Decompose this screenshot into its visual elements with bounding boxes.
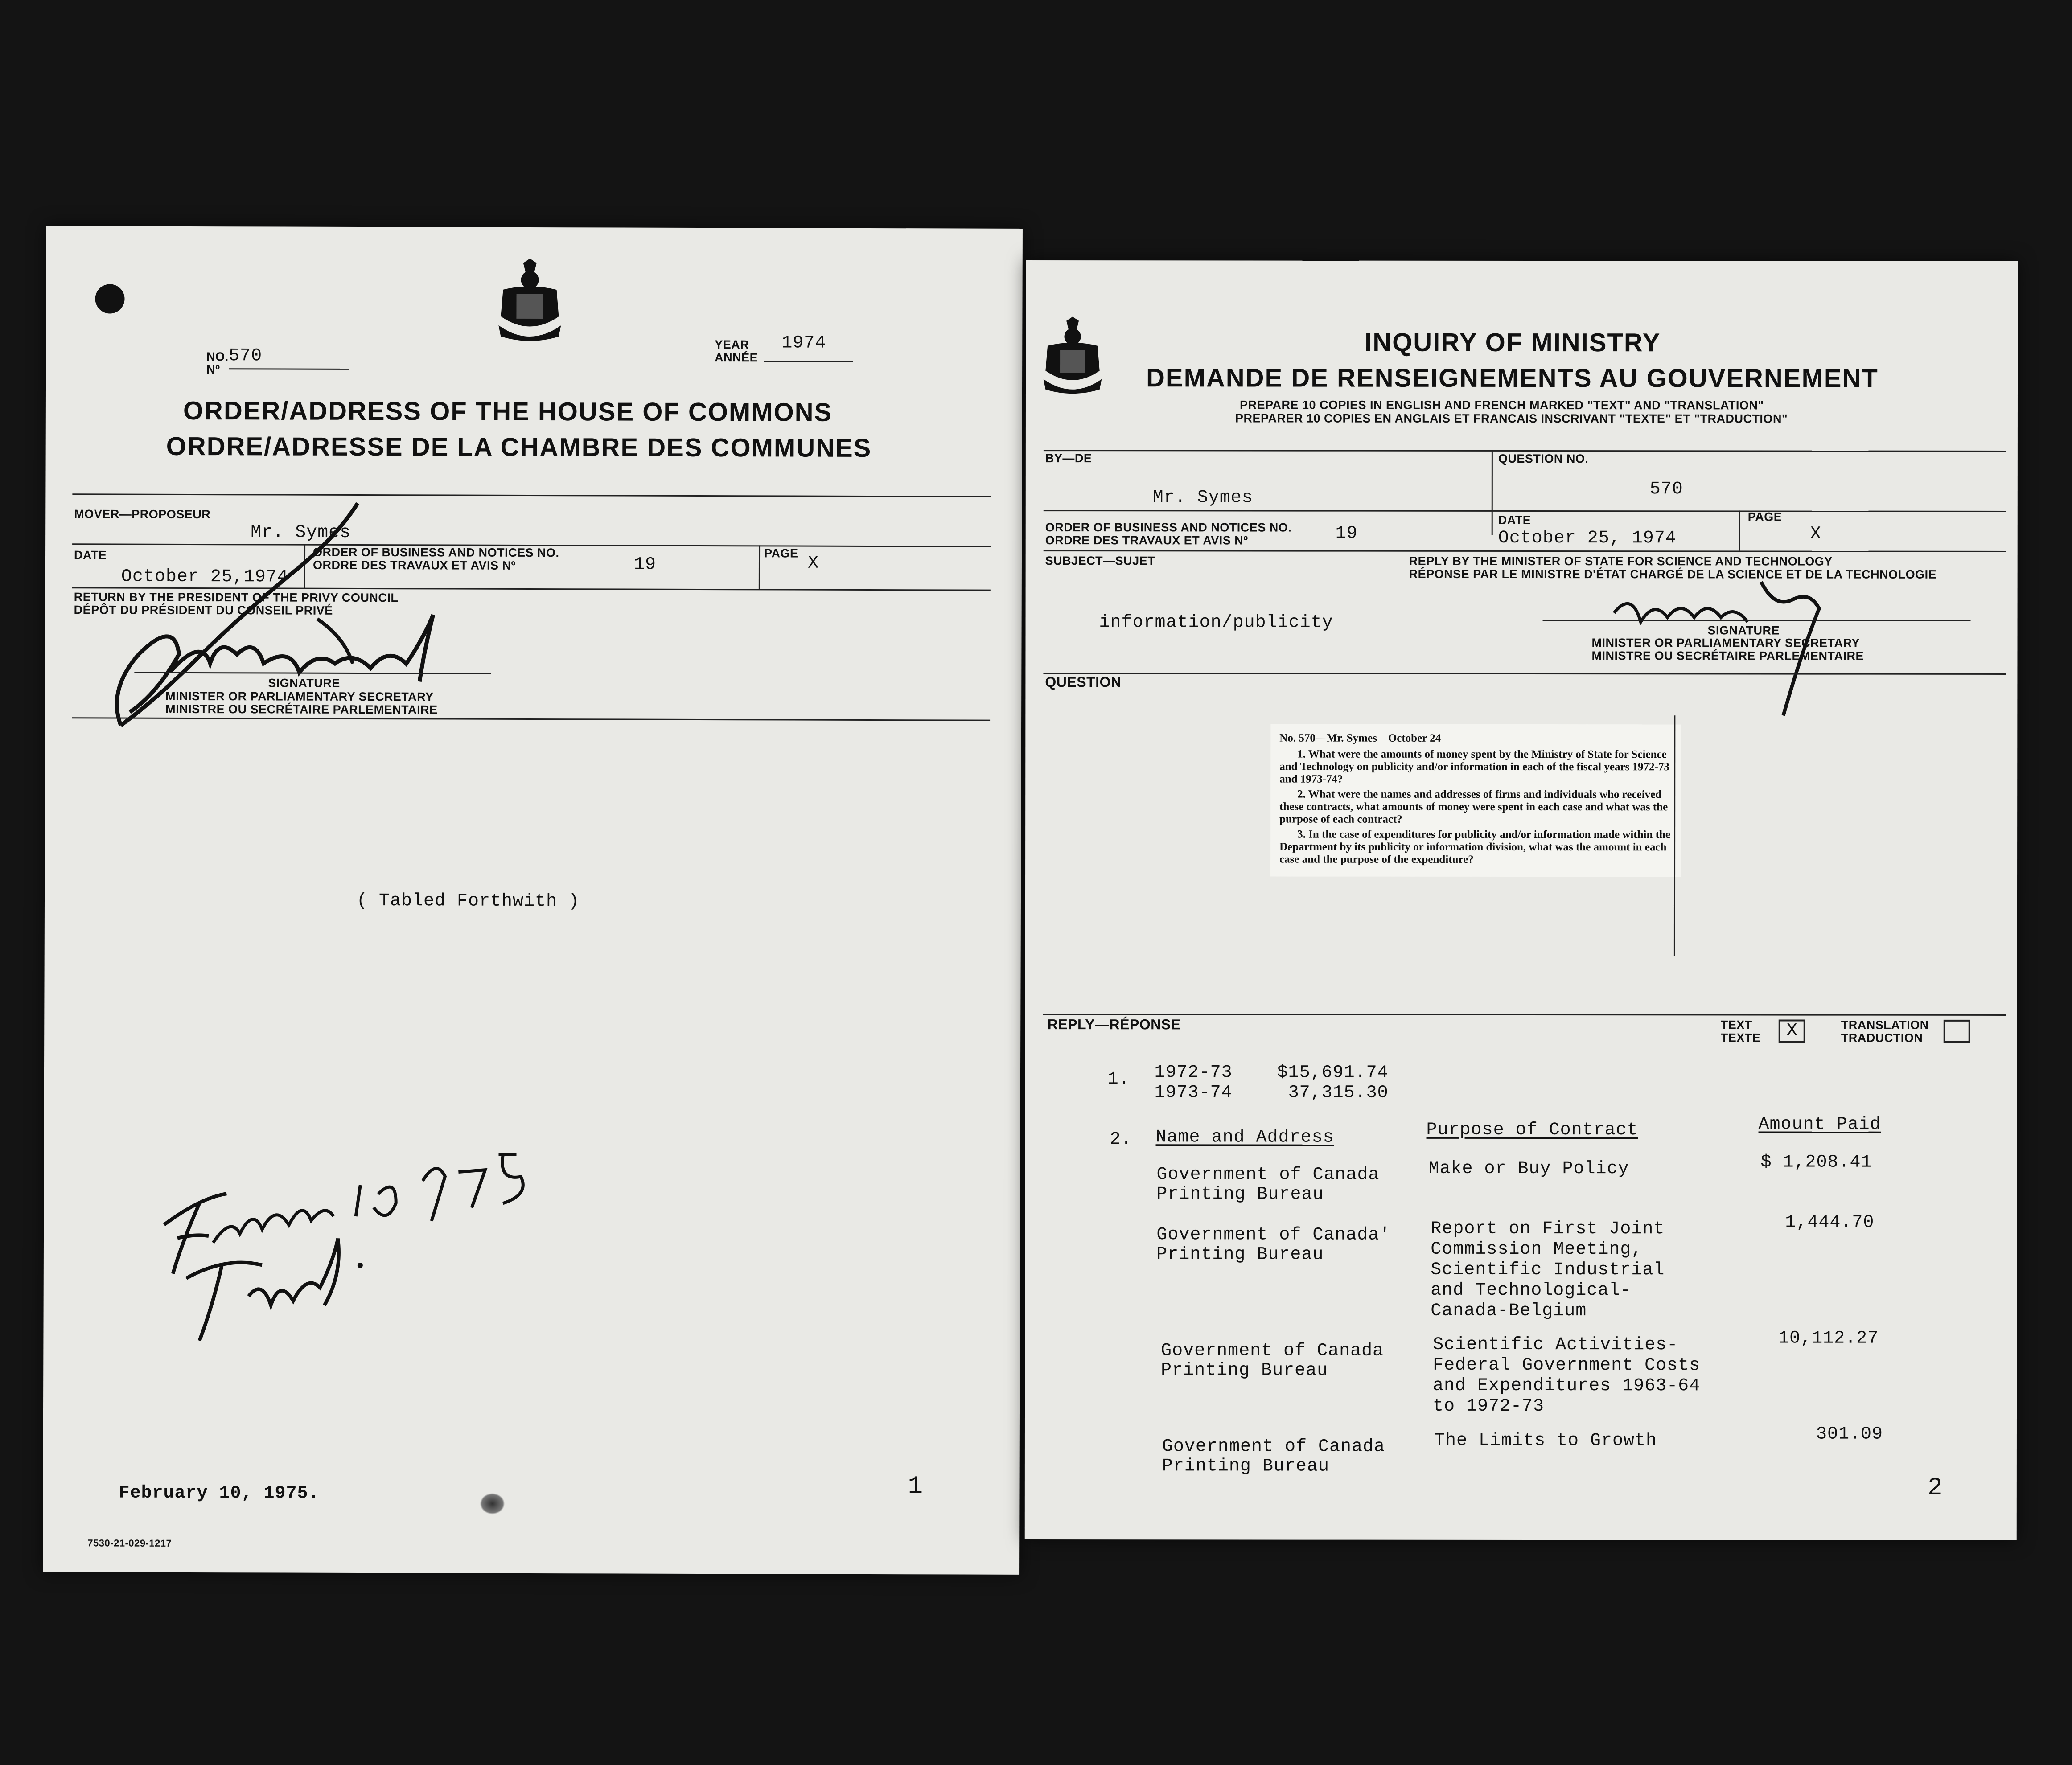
inquiry-of-ministry-page	[1025, 260, 2018, 1540]
subject-label: SUBJECT—SUJET	[1045, 554, 1155, 568]
order-value: 19	[1335, 523, 1358, 544]
instructions-en: PREPARE 10 COPIES IN ENGLISH AND FRENCH MARKED "TEXT" AND "TRANSLATION"	[1239, 398, 1764, 412]
coat-of-arms-icon	[1041, 316, 1104, 398]
by-label: BY—DE	[1045, 452, 1092, 465]
header-name-address: Name and Address	[1155, 1127, 1334, 1148]
table-row-1-name: Government of Canada Printing Bureau	[1156, 1165, 1380, 1205]
form-title-fr: ORDRE/ADRESSE DE LA CHAMBRE DES COMMUNES	[166, 431, 872, 463]
table-row-3-purpose: Scientific Activities- Federal Government Costs and Expenditures 1963-64 to 1972-73	[1432, 1334, 1701, 1417]
instructions-fr: PREPARER 10 COPIES EN ANGLAIS ET FRANCAIS INSCRIVANT "TEXTE" ET "TRADUCTION"	[1235, 411, 1788, 426]
order-address-page	[43, 226, 1023, 1575]
question-no-value: 570	[1649, 479, 1683, 500]
return-label: RETURN BY THE PRESIDENT OF THE PRIVY COUNCIL DÉPÔT DU PRÉSIDENT DU CONSEIL PRIVÉ	[74, 590, 399, 617]
translation-label: TRANSLATION TRADUCTION	[1841, 1018, 1929, 1045]
signature-label: SIGNATURE	[1707, 624, 1780, 637]
date-label: DATE	[74, 548, 107, 562]
answer-1-year-2: 1973-74	[1154, 1083, 1233, 1103]
date-label: DATE	[1498, 513, 1531, 527]
form-number: 7530-21-029-1217	[87, 1537, 172, 1549]
reply-label: REPLY—RÉPONSE	[1047, 1016, 1181, 1033]
answer-1-amount-1: $15,691.74	[1277, 1063, 1389, 1083]
table-row-4-amount: 301.09	[1816, 1424, 1883, 1445]
tabled-forthwith: ( Tabled Forthwith )	[356, 891, 580, 912]
table-row-1-amount: $ 1,208.41	[1760, 1152, 1872, 1173]
handwritten-date-annotation	[146, 1127, 548, 1388]
typed-date: February 10, 1975.	[119, 1483, 320, 1504]
answer-1-number: 1.	[1107, 1069, 1130, 1090]
table-row-2-name: Government of Canada' Printing Bureau	[1156, 1225, 1391, 1265]
clipping-question-2: 2. What were the names and addresses of firms and individuals who received these contracts, what amounts of money were spent in each case and what was the purpose of each contract?	[1279, 788, 1668, 825]
question-no-label: QUESTION NO.	[1498, 452, 1589, 466]
clipping-heading: No. 570—Mr. Symes—October 24	[1279, 732, 1441, 744]
signature-label: SIGNATURE	[268, 676, 340, 690]
clipping-question-3: 3. In the case of expenditures for publicity and/or information made within the Department by its publicity or information division, what was the amount in each case and the purpose of the expenditure?	[1279, 828, 1670, 866]
table-row-4-name: Government of Canada Printing Bureau	[1162, 1437, 1385, 1477]
year-value: 1974	[781, 333, 826, 353]
order-label: ORDER OF BUSINESS AND NOTICES NO. ORDRE DES TRAVAUX ET AVIS Nº	[1045, 521, 1292, 547]
table-row-3-name: Government of Canada Printing Bureau	[1161, 1341, 1384, 1381]
by-value: Mr. Symes	[1152, 488, 1253, 508]
question-clipping	[1270, 724, 1681, 877]
table-row-3-amount: 10,112.27	[1778, 1328, 1879, 1349]
text-checkbox[interactable]: X	[1779, 1020, 1805, 1043]
header-purpose: Purpose of Contract	[1426, 1120, 1638, 1141]
order-value: 19	[633, 554, 657, 575]
table-row-4-purpose: The Limits to Growth	[1434, 1430, 1657, 1451]
year-label: YEAR ANNÉE	[715, 338, 758, 365]
minister-label: MINISTER OR PARLIAMENTARY SECRETARY MINISTRE OU SECRÉTAIRE PARLEMENTAIRE	[1591, 636, 1864, 663]
header-amount-paid: Amount Paid	[1758, 1114, 1881, 1135]
page-label: PAGE	[764, 546, 798, 560]
text-label: TEXT TEXTE	[1720, 1018, 1761, 1045]
table-row-1-purpose: Make or Buy Policy	[1428, 1158, 1629, 1179]
subject-value: information/publicity	[1099, 612, 1333, 633]
ink-blot	[480, 1493, 505, 1515]
table-row-2-purpose: Report on First Joint Commission Meeting, Scientific Industrial and Technological- Canada-Belgium	[1431, 1219, 1665, 1322]
no-label: NO. Nº	[206, 350, 229, 377]
page-number: 1	[908, 1472, 924, 1501]
reply-by-label: REPLY BY THE MINISTER OF STATE FOR SCIENCE AND TECHNOLOGY RÉPONSE PAR LE MINISTRE D'ÉTAT CHARGÉ DE LA SCIENCE ET DE LA TECHNOLOGIE	[1409, 554, 1937, 581]
answer-2-number: 2.	[1110, 1129, 1132, 1150]
punch-hole	[95, 284, 124, 313]
date-value: October 25, 1974	[1498, 528, 1677, 549]
clipping-question-1: 1. What were the amounts of money spent by the Ministry of State for Science and Technology on publicity and/or information in each of the fiscal years 1972-73 and 1973-74?	[1279, 748, 1669, 785]
mover-value: Mr. Symes	[251, 522, 351, 543]
order-label: ORDER OF BUSINESS AND NOTICES NO. ORDRE DES TRAVAUX ET AVIS Nº	[312, 545, 559, 572]
date-value: October 25,1974	[121, 566, 289, 587]
no-value: 570	[229, 346, 263, 366]
answer-1-year-1: 1972-73	[1154, 1063, 1233, 1083]
page-value: X	[1810, 524, 1821, 544]
form-title-en: ORDER/ADDRESS OF THE HOUSE OF COMMONS	[183, 396, 833, 427]
page-value: X	[807, 553, 819, 574]
table-row-2-amount: 1,444.70	[1785, 1212, 1875, 1233]
coat-of-arms-icon	[496, 259, 563, 345]
answer-1-amount-2: 37,315.30	[1288, 1083, 1389, 1103]
minister-label: MINISTER OR PARLIAMENTARY SECRETARY MINISTRE OU SECRÉTAIRE PARLEMENTAIRE	[165, 689, 438, 717]
form-title-en: INQUIRY OF MINISTRY	[1365, 328, 1661, 357]
page-number: 2	[1927, 1473, 1943, 1502]
page-label: PAGE	[1747, 510, 1782, 524]
form-title-fr: DEMANDE DE RENSEIGNEMENTS AU GOUVERNEMENT	[1146, 363, 1879, 393]
question-label: QUESTION	[1045, 674, 1122, 690]
translation-checkbox[interactable]	[1944, 1020, 1970, 1043]
mover-label: MOVER—PROPOSEUR	[74, 507, 211, 521]
